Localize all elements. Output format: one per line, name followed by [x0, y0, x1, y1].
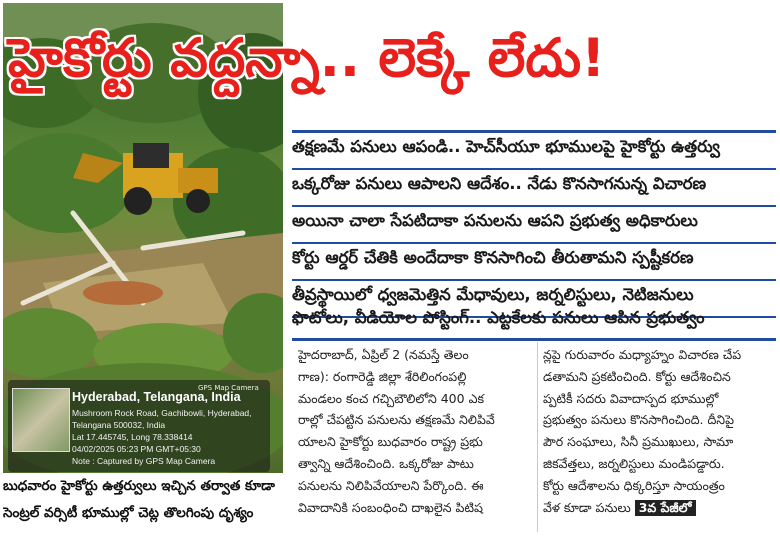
- photo-caption-line2: సెంట్రల్ వర్సిటీ భూముల్లో చెట్ల తొలగింపు దృశ్యం: [3, 505, 254, 521]
- body-line: పనులను నిలిపివేయాలని పేర్కొంది. ఈ: [298, 477, 484, 493]
- body-line: హైదరాబాద్, ఏప్రిల్ 2 (నమస్తే తెలం: [298, 347, 469, 362]
- gps-coordinates: Lat 17.445745, Long 78.338414: [72, 432, 193, 442]
- body-line: యాలని హైకోర్టు బుధవారం రాష్ట్ర ప్రభు: [298, 434, 483, 450]
- continued-on-page-label[interactable]: 3వ పేజీలో: [635, 500, 696, 516]
- gps-address-line2: Telangana 500032, India: [72, 420, 166, 430]
- body-line: వివాదానికి సంబంధించి దాఖలైన పిటిష: [298, 499, 483, 515]
- gps-location-title: Hyderabad, Telangana, India: [72, 390, 241, 404]
- deck-line: తక్షణమే పనులు ఆపండి.. హెచ్‌సీయూ భూములపై హైకోర్టు ఉత్తర్వు: [292, 137, 720, 156]
- gps-note: Note : Captured by GPS Map Camera: [72, 456, 216, 466]
- deck-line: ఫొటోలు, వీడియోల పోస్టింగ్.. ఎట్టకేలకు పనులు ఆపిన ప్రభుత్వం: [292, 308, 705, 327]
- body-line: గాణ): రంగారెడ్డి జిల్లా శేరిలింగంపల్లి: [298, 368, 467, 384]
- deck-line: కోర్టు ఆర్డర్ చేతికి అందేదాకా కొనసాగించి తీరుతామని స్పష్టీకరణ: [292, 248, 694, 267]
- body-line: ప్రభుత్వం పనులు కొనసాగించింది. దీనిపై: [543, 412, 734, 428]
- body-line: త్వాన్ని ఆదేశించింది. ఒక్కరోజు పాటు: [298, 455, 474, 471]
- headline: హైకోర్టు వద్దన్నా.. లెక్కే లేదు!: [8, 28, 606, 89]
- deck-bottom-rule: [292, 338, 776, 341]
- gps-datetime: 04/02/2025 05:23 PM GMT+05:30: [72, 444, 201, 454]
- body-line: మండలం కంచ గచ్చిబౌలిలోని 400 ఎక: [298, 390, 484, 406]
- body-line-last: [543, 497, 771, 519]
- deck-line: తీవ్రస్థాయిలో ధ్వజమెత్తిన మేధావులు, జర్నలిస్టులు, నెటిజనులు: [292, 285, 694, 304]
- body-last-text: వేళ కూడా పనులు: [543, 499, 631, 515]
- body-line: పౌర సంఘాలు, సినీ ప్రముఖులు, సామా: [543, 434, 734, 450]
- photo-caption-line1: బుధవారం హైకోర్టు ఉత్తర్వులు ఇచ్చిన తర్వాత కూడా: [3, 478, 275, 494]
- body-line: డతామని ప్రకటించింది. కోర్టు ఆదేశించిన: [543, 368, 731, 384]
- body-column-2: [543, 344, 771, 518]
- deck-line: ఒక్కరోజు పనులు ఆపాలని ఆదేశం.. నేడు కొనసాగనున్న విచారణ: [292, 174, 707, 193]
- gps-overlay: [8, 380, 270, 472]
- body-line: జికవేత్తలు, జర్నలిస్టులు మండిపడ్డారు.: [543, 455, 725, 471]
- column-divider: [537, 342, 538, 532]
- body-line: కోర్టు ఆదేశాలను ధిక్కరిస్తూ సాయంత్రం: [543, 477, 725, 493]
- body-line: ప్పటికీ సదరు వివాదాస్పద భూముల్లో: [543, 390, 719, 406]
- body-line: రాల్లో చేపట్టిన పనులను తక్షణమే నిలిపివే: [298, 412, 495, 428]
- body-column-1: [298, 344, 526, 518]
- map-thumbnail: [12, 388, 70, 452]
- deck-line: అయినా చాలా సేపటిదాకా పనులను ఆపని ప్రభుత్వ అధికారులు: [292, 211, 698, 230]
- gps-address-line1: Mushroom Rock Road, Gachibowli, Hyderabad,: [72, 408, 252, 418]
- body-line: న్లపై గురువారం మధ్యాహ్నం విచారణ చేప: [543, 347, 742, 362]
- gps-brand-label: GPS Map Camera: [198, 384, 259, 392]
